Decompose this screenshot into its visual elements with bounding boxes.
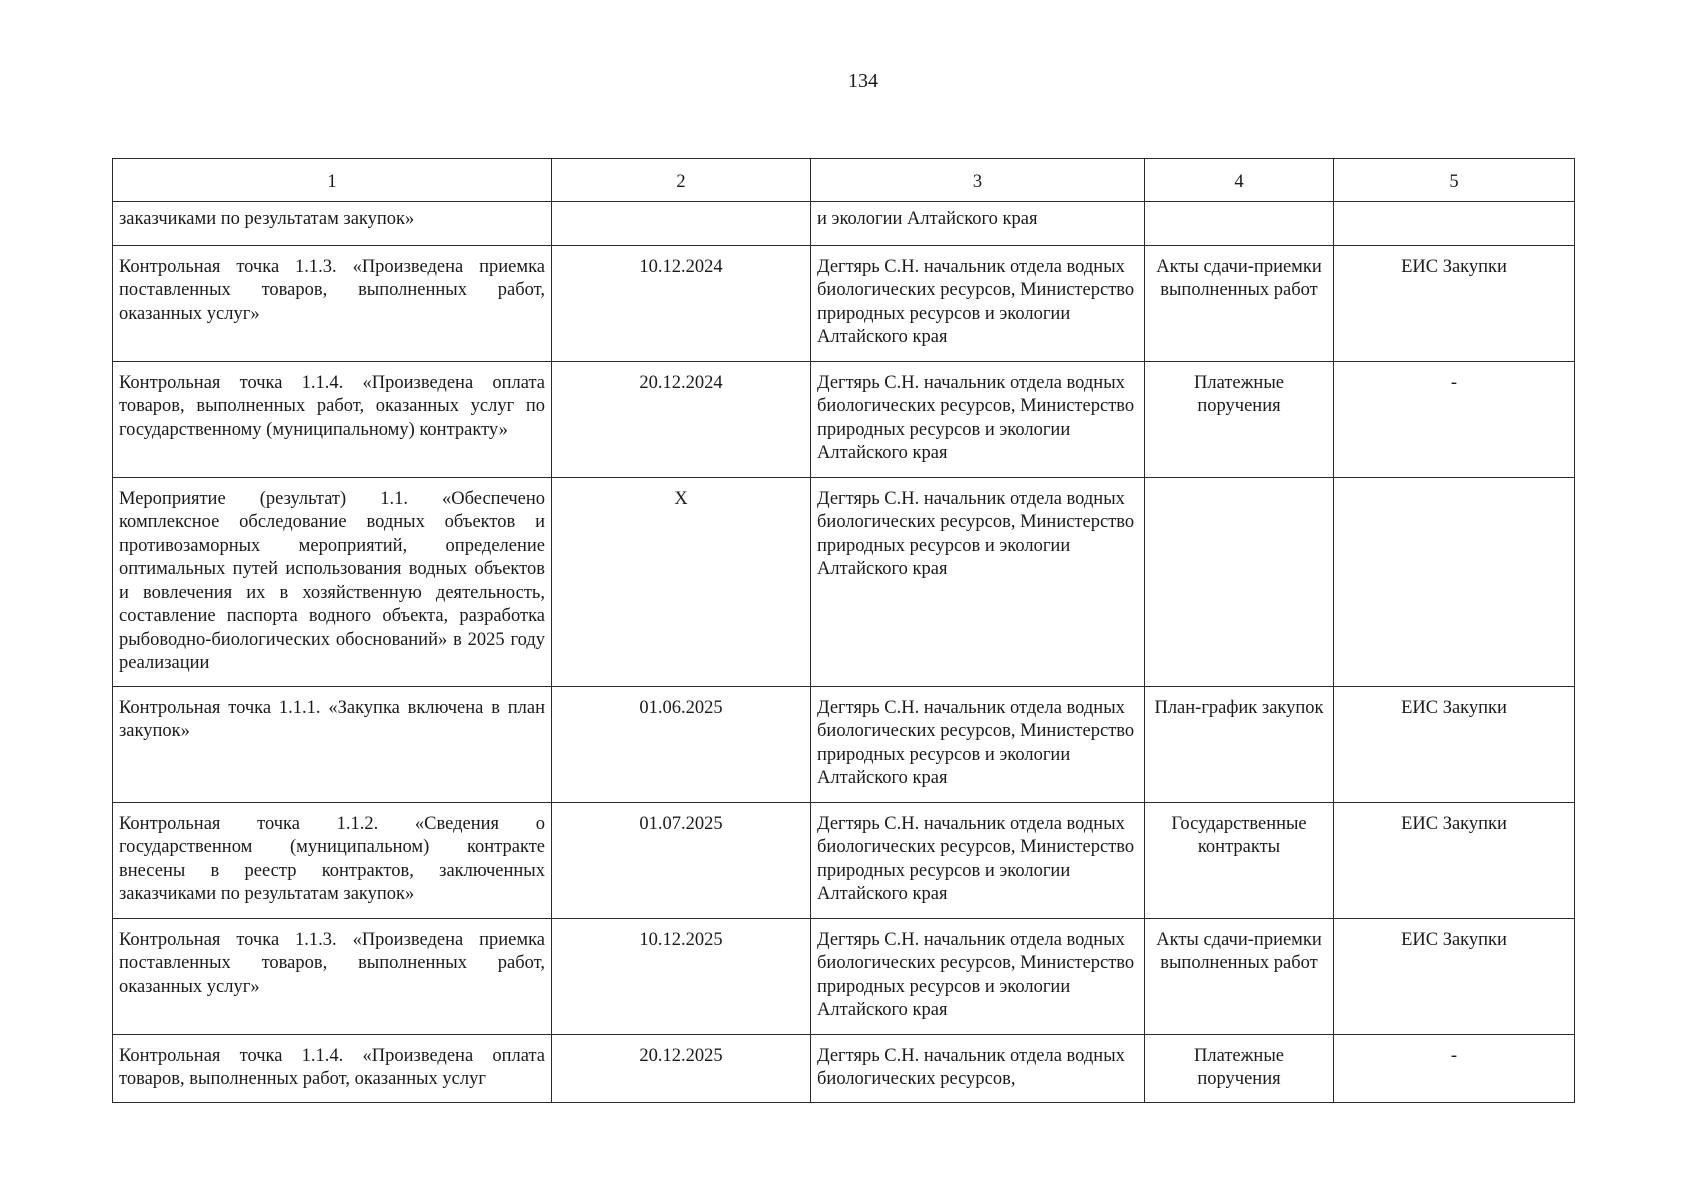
cell-system: - <box>1334 1034 1575 1102</box>
cell-description: Мероприятие (результат) 1.1. «Обеспечено комплексное обследование водных объектов и противозаморных мероприятий, определение оптимальных путей использования водных объектов и вовлечения их в хозяйственную деятельность, составление паспорта водного объекта, разработка рыбоводно-биологических обоснований» в 2025 году реализации <box>113 477 552 686</box>
cell-document <box>1145 201 1334 245</box>
table-row <box>113 361 1575 477</box>
cell-document: Акты сдачи-приемки выполненных работ <box>1145 918 1334 1034</box>
table-row <box>113 918 1575 1034</box>
table-row <box>113 477 1575 686</box>
table-row <box>113 802 1575 918</box>
table-row <box>113 1034 1575 1102</box>
header-col-4: 4 <box>1145 159 1334 202</box>
cell-date: 20.12.2025 <box>552 1034 811 1102</box>
cell-document: План-график закупок <box>1145 686 1334 802</box>
cell-system <box>1334 201 1575 245</box>
cell-description: Контрольная точка 1.1.3. «Произведена приемка поставленных товаров, выполненных работ, оказанных услуг» <box>113 918 552 1034</box>
cell-responsible: Дегтярь С.Н. начальник отдела водных биологических ресурсов, Министерство природных ресурсов и экологии Алтайского края <box>811 361 1145 477</box>
cell-date: X <box>552 477 811 686</box>
control-points-table <box>112 158 1575 1103</box>
cell-date: 01.07.2025 <box>552 802 811 918</box>
cell-system: ЕИС Закупки <box>1334 245 1575 361</box>
header-col-2: 2 <box>552 159 811 202</box>
cell-description: Контрольная точка 1.1.4. «Произведена оплата товаров, выполненных работ, оказанных услуг <box>113 1034 552 1102</box>
cell-responsible: Дегтярь С.Н. начальник отдела водных биологических ресурсов, <box>811 1034 1145 1102</box>
cell-responsible: Дегтярь С.Н. начальник отдела водных биологических ресурсов, Министерство природных ресурсов и экологии Алтайского края <box>811 686 1145 802</box>
cell-document: Платежные поручения <box>1145 361 1334 477</box>
cell-responsible: и экологии Алтайского края <box>811 201 1145 245</box>
cell-document: Платежные поручения <box>1145 1034 1334 1102</box>
cell-description: заказчиками по результатам закупок» <box>113 201 552 245</box>
cell-responsible: Дегтярь С.Н. начальник отдела водных биологических ресурсов, Министерство природных ресурсов и экологии Алтайского края <box>811 918 1145 1034</box>
cell-system: ЕИС Закупки <box>1334 802 1575 918</box>
cell-description: Контрольная точка 1.1.4. «Произведена оплата товаров, выполненных работ, оказанных услуг по государственному (муниципальному) контракту» <box>113 361 552 477</box>
table-row <box>113 245 1575 361</box>
cell-system: ЕИС Закупки <box>1334 686 1575 802</box>
cell-responsible: Дегтярь С.Н. начальник отдела водных биологических ресурсов, Министерство природных ресурсов и экологии Алтайского края <box>811 477 1145 686</box>
cell-responsible: Дегтярь С.Н. начальник отдела водных биологических ресурсов, Министерство природных ресурсов и экологии Алтайского края <box>811 802 1145 918</box>
cell-description: Контрольная точка 1.1.2. «Сведения о государственном (муниципальном) контракте внесены в реестр контрактов, заключенных заказчиками по результатам закупок» <box>113 802 552 918</box>
cell-system: ЕИС Закупки <box>1334 918 1575 1034</box>
table-header-row <box>113 159 1575 202</box>
table-row <box>113 686 1575 802</box>
cell-description: Контрольная точка 1.1.1. «Закупка включена в план закупок» <box>113 686 552 802</box>
table-row <box>113 201 1575 245</box>
cell-date: 01.06.2025 <box>552 686 811 802</box>
cell-description: Контрольная точка 1.1.3. «Произведена приемка поставленных товаров, выполненных работ, оказанных услуг» <box>113 245 552 361</box>
cell-document: Государственные контракты <box>1145 802 1334 918</box>
cell-system <box>1334 477 1575 686</box>
cell-responsible: Дегтярь С.Н. начальник отдела водных биологических ресурсов, Министерство природных ресурсов и экологии Алтайского края <box>811 245 1145 361</box>
header-col-5: 5 <box>1334 159 1575 202</box>
cell-date: 10.12.2024 <box>552 245 811 361</box>
cell-document: Акты сдачи-приемки выполненных работ <box>1145 245 1334 361</box>
header-col-3: 3 <box>811 159 1145 202</box>
page-number: 134 <box>848 70 878 92</box>
cell-date: 20.12.2024 <box>552 361 811 477</box>
cell-document <box>1145 477 1334 686</box>
cell-system: - <box>1334 361 1575 477</box>
cell-date: 10.12.2025 <box>552 918 811 1034</box>
header-col-1: 1 <box>113 159 552 202</box>
cell-date <box>552 201 811 245</box>
